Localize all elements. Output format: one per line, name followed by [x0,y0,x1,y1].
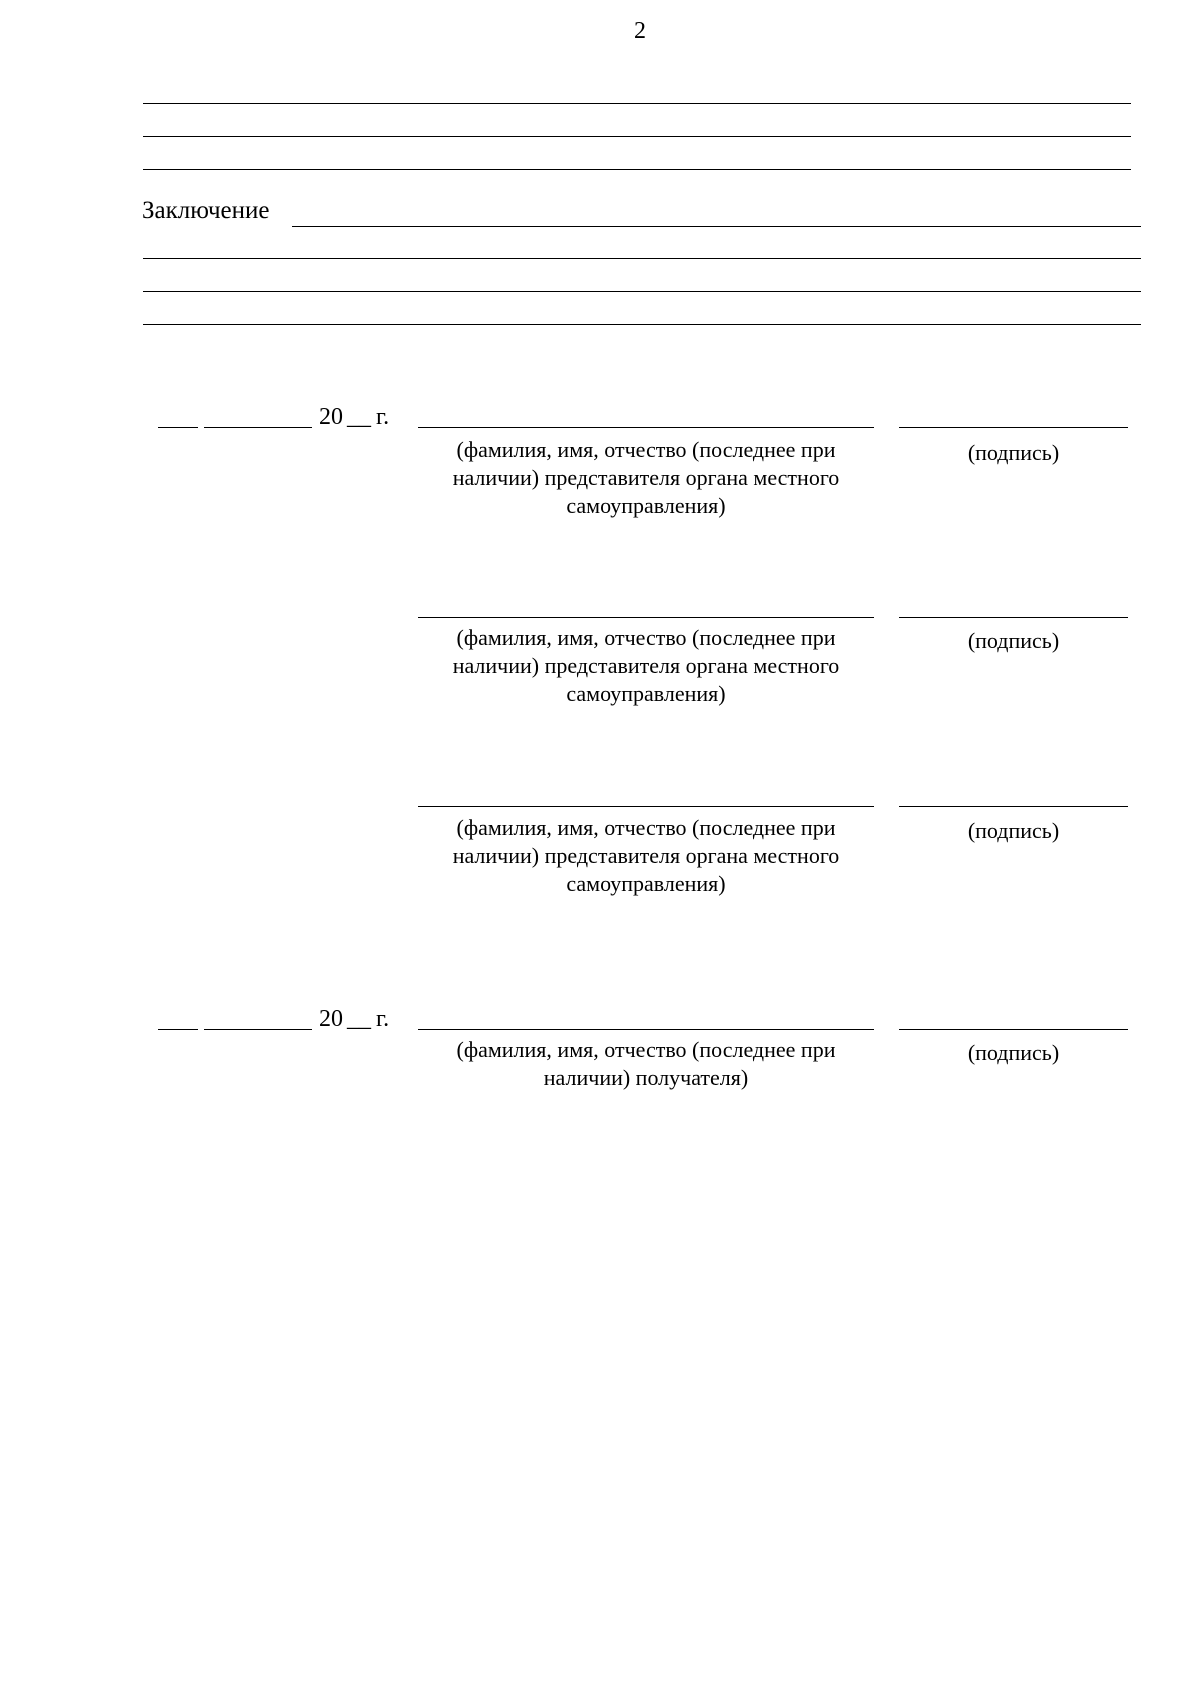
name-signature-line[interactable] [418,617,874,618]
date-day-line[interactable] [158,427,198,428]
date-year-suffix: г. [376,404,390,430]
name-signature-line[interactable] [418,806,874,807]
signature-caption: (подпись) [967,1040,1060,1065]
name-caption: (фамилия, имя, отчество (последнее при наличии) представителя органа местного самоуправления) [452,815,840,896]
signature-line[interactable] [899,617,1128,618]
blank-line[interactable] [143,258,1141,259]
conclusion-label: Заключение [142,197,270,224]
signature-caption: (подпись) [967,440,1060,465]
date-year-blank[interactable]: __ [347,404,371,430]
name-caption: (фамилия, имя, отчество (последнее при наличии) получателя) [456,1037,836,1090]
signature-line[interactable] [899,1029,1128,1030]
blank-line[interactable] [143,324,1141,325]
date-year-suffix: г. [376,1006,390,1032]
date-month-line[interactable] [204,427,312,428]
blank-line[interactable] [143,103,1131,104]
signature-line[interactable] [899,806,1128,807]
blank-line[interactable] [143,136,1131,137]
signature-line[interactable] [899,427,1128,428]
page-number: 2 [634,18,646,44]
date-year-prefix: 20 [319,404,343,430]
name-caption: (фамилия, имя, отчество (последнее при наличии) представителя органа местного самоуправления) [452,625,840,706]
name-signature-line[interactable] [418,1029,874,1030]
blank-line[interactable] [143,291,1141,292]
date-month-line[interactable] [204,1029,312,1030]
name-caption: (фамилия, имя, отчество (последнее при наличии) представителя органа местного самоуправления) [452,437,840,518]
date-year-blank[interactable]: __ [347,1006,371,1032]
date-day-line[interactable] [158,1029,198,1030]
conclusion-input-line[interactable] [292,226,1141,227]
name-signature-line[interactable] [418,427,874,428]
date-year-prefix: 20 [319,1006,343,1032]
signature-caption: (подпись) [967,628,1060,653]
blank-line[interactable] [143,169,1131,170]
signature-caption: (подпись) [967,818,1060,843]
